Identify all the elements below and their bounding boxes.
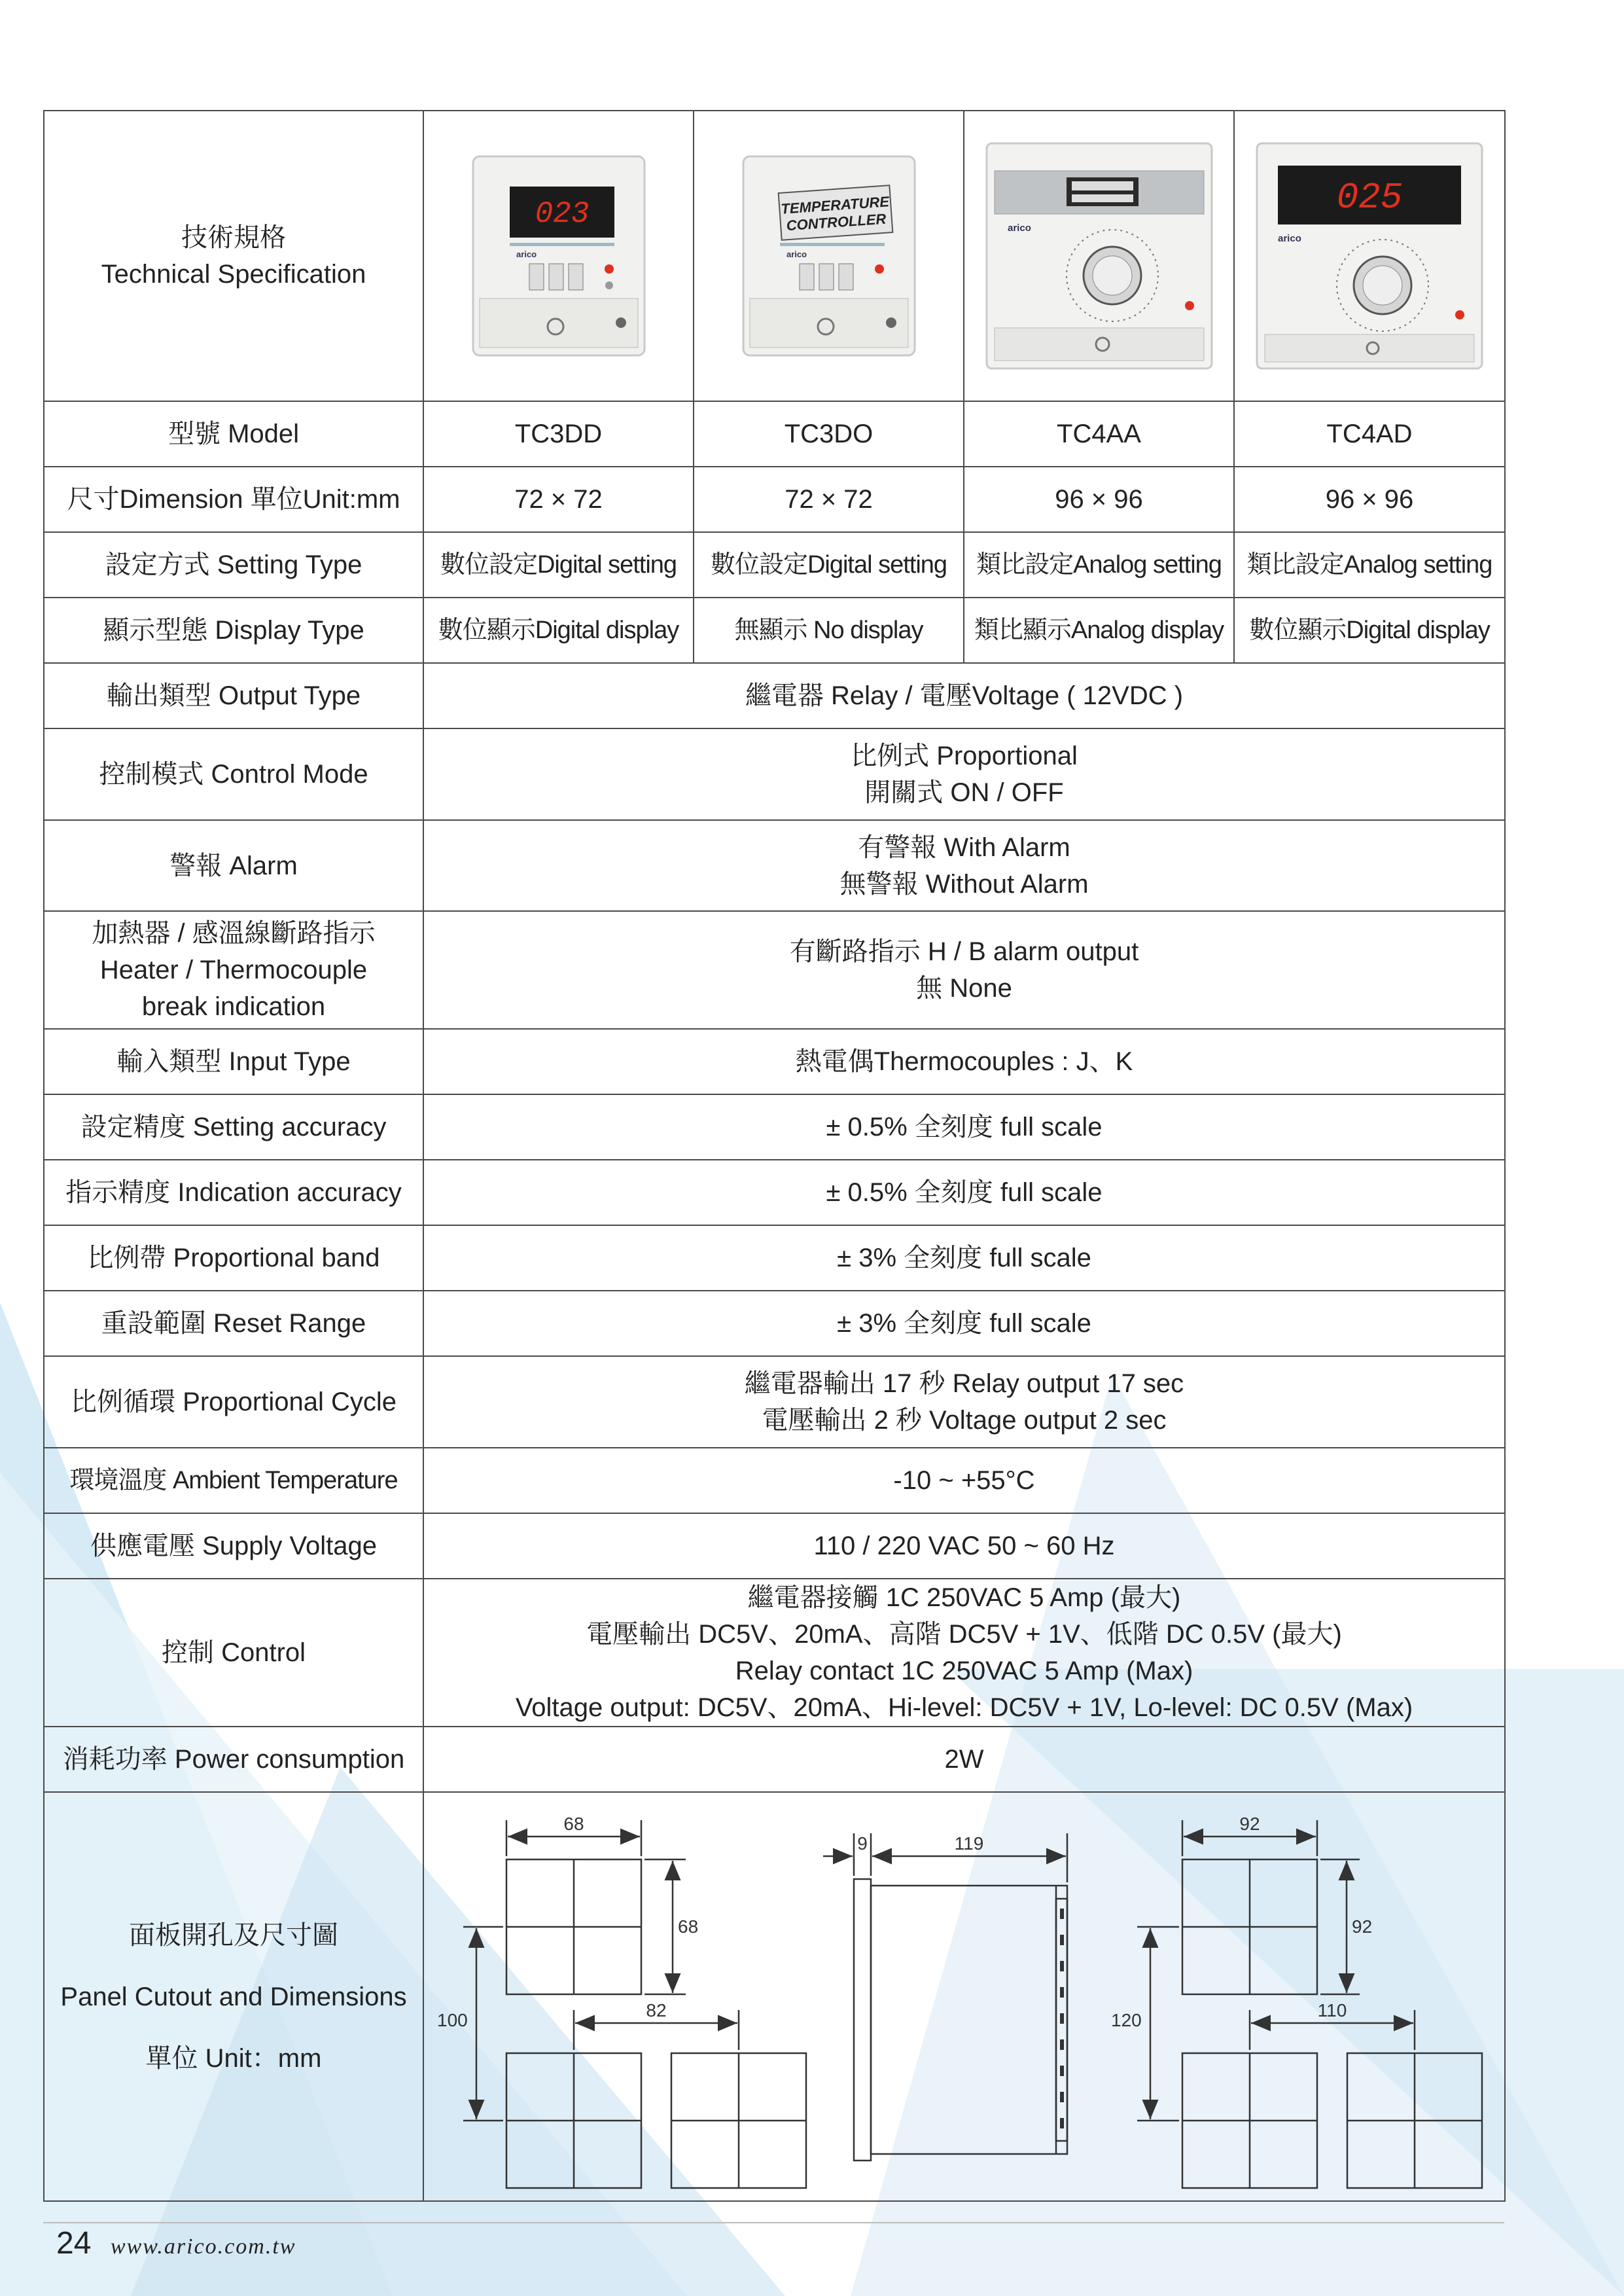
product-image-tc3dd [423,111,694,401]
dim-label: 110 [1317,2000,1347,2020]
spec-title-en: Technical Specification [101,260,366,289]
dim-label: 120 [1111,2009,1142,2030]
model-display: 數位顯示Digital display [423,598,694,663]
footer-divider [43,2222,1504,2223]
panel-diagram-cell [423,1792,1505,2201]
row-label-ambient: 環境溫度 Ambient Temperature [44,1448,423,1513]
dim-label: 82 [646,2000,667,2020]
proportional-band-value: ± 3% 全刻度 full scale [423,1225,1505,1291]
dim-label: 9 [857,1833,868,1854]
page-number: 24 [56,2226,92,2261]
input-value: 熱電偶Thermocouples : J、K [423,1029,1505,1094]
model-dimension: 96 × 96 [1234,467,1505,532]
panel-cutout-diagram [424,1794,1500,2200]
model-display: 類比顯示Analog display [964,598,1234,663]
row-label-proportional-cycle: 比例循環 Proportional Cycle [44,1356,423,1448]
product-image-tc3do [694,111,964,401]
model-name: TC3DO [694,401,964,467]
dim-label: 92 [1352,1916,1373,1937]
model-dimension: 72 × 72 [694,467,964,532]
row-label-control-mode: 控制模式 Control Mode [44,728,423,820]
setting-accuracy-value: ± 0.5% 全刻度 full scale [423,1094,1505,1160]
dim-label: 92 [1239,1813,1260,1834]
indication-accuracy-value: ± 0.5% 全刻度 full scale [423,1160,1505,1225]
led-readout-tc4ad: 025 [1336,177,1403,219]
model-dimension: 96 × 96 [964,467,1234,532]
svg-text:arico: arico [786,249,807,259]
row-label-model: 型號 Model [44,401,423,467]
dim-label: 68 [678,1916,699,1937]
row-label-setting-accuracy: 設定精度 Setting accuracy [44,1094,423,1160]
ambient-value: -10 ~ +55°C [423,1448,1505,1513]
badge-line-2: CONTROLLER [785,210,887,234]
svg-text:arico: arico [1007,223,1031,234]
model-name: TC4AA [964,401,1234,467]
model-setting: 數位設定Digital setting [694,532,964,598]
control-mode-value: 比例式 Proportional 開關式 ON / OFF [423,728,1505,820]
spec-table [43,110,1506,2202]
power-value: 2W [423,1727,1505,1792]
badge-line-1: TEMPERATURE [780,193,890,217]
dim-label: 119 [954,1833,984,1854]
output-value: 繼電器 Relay / 電壓Voltage ( 12VDC ) [423,663,1505,728]
model-display: 數位顯示Digital display [1234,598,1505,663]
reset-range-value: ± 3% 全刻度 full scale [423,1291,1505,1356]
model-name: TC4AD [1234,401,1505,467]
row-label-heater: 加熱器 / 感溫線斷路指示 Heater / Thermocouple break indication [44,911,423,1029]
footer [56,2225,296,2261]
row-label-output: 輸出類型 Output Type [44,663,423,728]
led-readout-tc3dd: 023 [535,197,589,231]
model-setting: 數位設定Digital setting [423,532,694,598]
svg-text:arico: arico [1278,233,1301,244]
row-label-indication-accuracy: 指示精度 Indication accuracy [44,1160,423,1225]
alarm-value: 有警報 With Alarm 無警報 Without Alarm [423,820,1505,911]
product-image-tc4ad [1234,111,1505,401]
model-name: TC3DD [423,401,694,467]
control-value: 繼電器接觸 1C 250VAC 5 Amp (最大) 電壓輸出 DC5V、20mA、高階 DC5V + 1V、低階 DC 0.5V (最大) Relay contact 1C 250VAC 5 Amp (Max) Voltage output: DC5V、20mA、Hi-level: DC5V + 1V, Lo-level: DC 0.5V (Max) [423,1579,1505,1727]
row-label-power: 消耗功率 Power consumption [44,1727,423,1792]
brand-logo: arico [516,249,537,259]
proportional-cycle-value: 繼電器輸出 17 秒 Relay output 17 sec 電壓輸出 2 秒 Voltage output 2 sec [423,1356,1505,1448]
row-label-panel: 面板開孔及尺寸圖 Panel Cutout and Dimensions 單位 Unit：mm [44,1792,423,2201]
row-label-alarm: 警報 Alarm [44,820,423,911]
row-label-display: 顯示型態 Display Type [44,598,423,663]
model-setting: 類比設定Analog setting [964,532,1234,598]
heater-value: 有斷路指示 H / B alarm output 無 None [423,911,1505,1029]
row-label-input: 輸入類型 Input Type [44,1029,423,1094]
model-dimension: 72 × 72 [423,467,694,532]
row-label-reset-range: 重設範圍 Reset Range [44,1291,423,1356]
model-display: 無顯示 No display [694,598,964,663]
spec-title-cell [44,111,423,401]
spec-title-zh: 技術規格 [181,223,286,252]
row-label-dimension: 尺寸Dimension 單位Unit:mm [44,467,423,532]
model-setting: 類比設定Analog setting [1234,532,1505,598]
supply-value: 110 / 220 VAC 50 ~ 60 Hz [423,1513,1505,1579]
row-label-proportional-band: 比例帶 Proportional band [44,1225,423,1291]
row-label-setting: 設定方式 Setting Type [44,532,423,598]
product-image-tc4aa [964,111,1234,401]
row-label-supply: 供應電壓 Supply Voltage [44,1513,423,1579]
dim-label: 100 [437,2009,468,2030]
footer-url: www.arico.com.tw [110,2234,296,2259]
dim-label: 68 [563,1813,584,1834]
row-label-control: 控制 Control [44,1579,423,1727]
